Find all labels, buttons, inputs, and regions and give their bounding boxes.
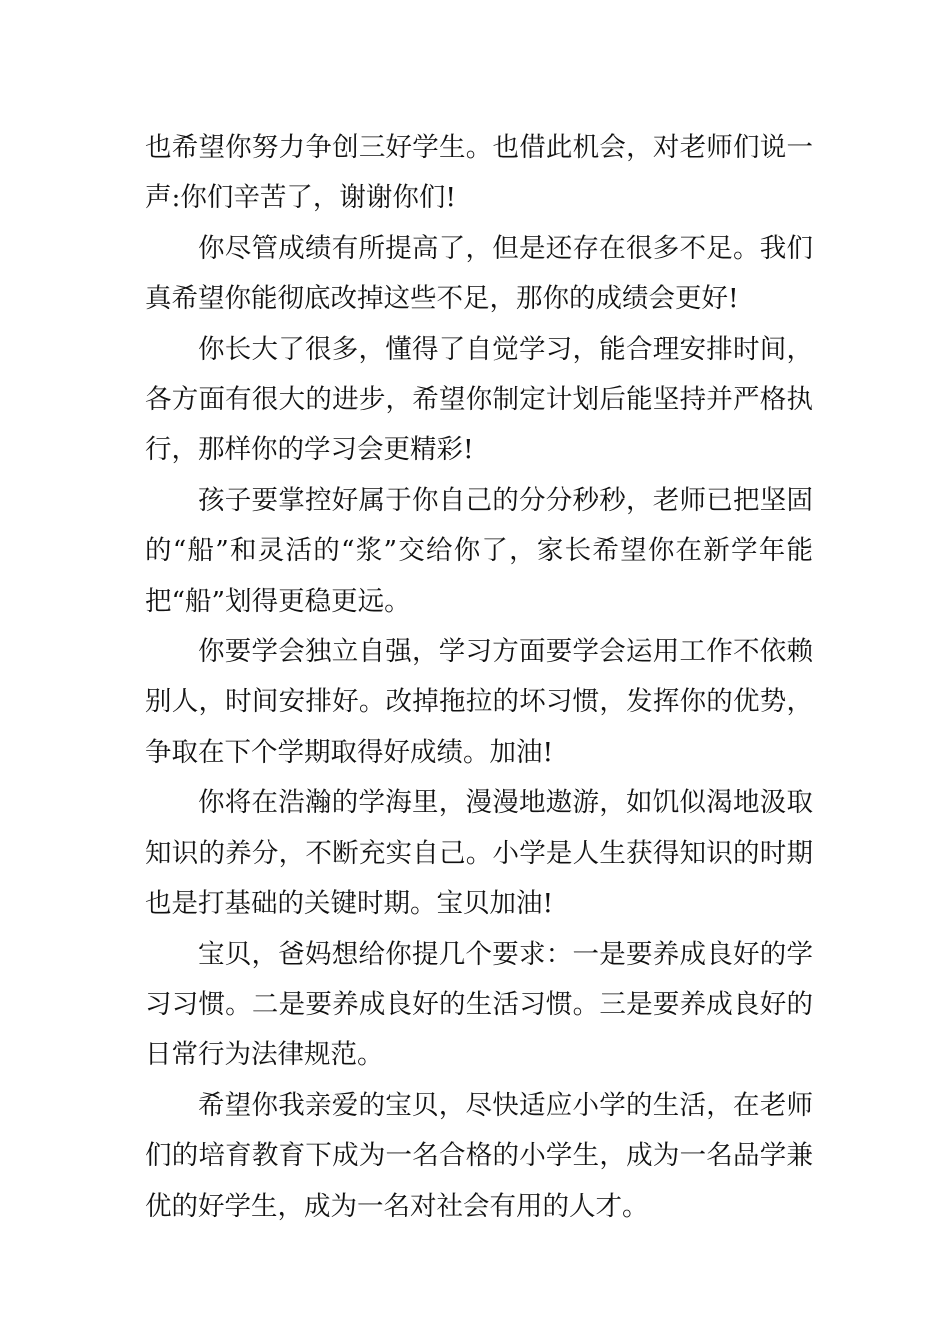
paragraph: 你尽管成绩有所提高了，但是还存在很多不足。我们真希望你能彻底改掉这些不足，那你的成绩会更好! <box>145 232 813 315</box>
paragraph-continuation: 也希望你努力争创三好学生。也借此机会，对老师们说一声:你们辛苦了，谢谢你们! <box>145 132 813 214</box>
paragraph: 宝贝，爸妈想给你提几个要求：一是要养成良好的学习习惯。二是要养成良好的生活习惯。三是要养成良好的日常行为法律规范。 <box>145 938 813 1071</box>
paragraph: 你长大了很多，懂得了自觉学习，能合理安排时间，各方面有很大的进步，希望你制定计划后能坚持并严格执行，那样你的学习会更精彩! <box>145 333 813 466</box>
paragraph: 你要学会独立自强，学习方面要学会运用工作不依赖别人，时间安排好。改掉拖拉的坏习惯，发挥你的优势，争取在下个学期取得好成绩。加油! <box>145 636 813 768</box>
document-body <box>145 123 813 1232</box>
paragraph: 孩子要掌控好属于你自己的分分秒秒，老师已把坚固的“船”和灵活的“浆”交给你了，家长希望你在新学年能把“船”划得更稳更远。 <box>145 484 813 617</box>
paragraph: 你将在浩瀚的学海里，漫漫地遨游，如饥似渴地汲取知识的养分，不断充实自己。小学是人生获得知识的时期也是打基础的关键时期。宝贝加油! <box>145 787 813 920</box>
paragraph: 希望你我亲爱的宝贝，尽快适应小学的生活，在老师们的培育教育下成为一名合格的小学生，成为一名品学兼优的好学生，成为一名对社会有用的人才。 <box>145 1089 813 1222</box>
